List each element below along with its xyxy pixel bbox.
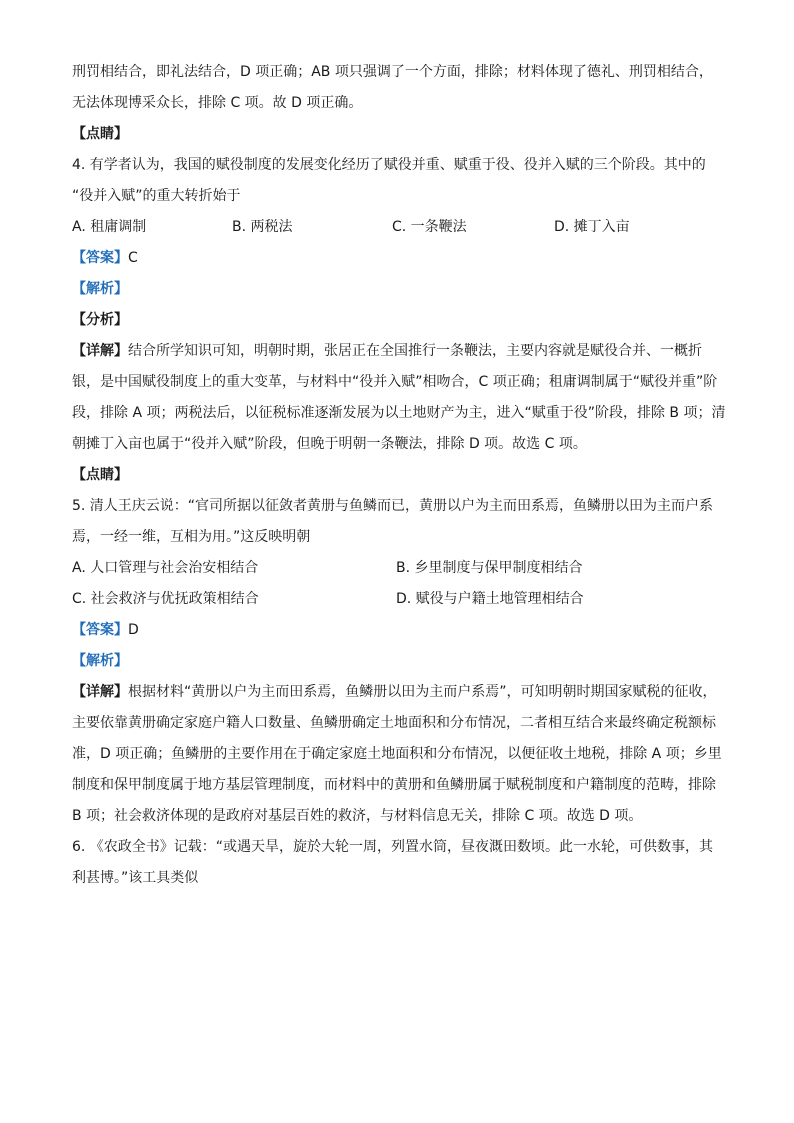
q4-detail-line-3: 段，排除 A 项；两税法后，以征税标准逐渐发展为以土地财产为主，进入“赋重于役”阶段，排除 B 项；清	[72, 405, 726, 421]
intro-line-2: 无法体现博采众长，排除 C 项。故 D 项正确。	[72, 95, 363, 111]
answer-value-2: D	[128, 622, 139, 638]
q4-answer	[72, 248, 728, 268]
q5-options-row-1	[72, 558, 728, 578]
q4-detail-line-1	[72, 341, 728, 361]
q5-detail-line-4: 制度和保甲制度属于地方基层管理制度，而材料中的黄册和鱼鳞册属于赋税制度和户籍制度的范畴，排除	[72, 777, 716, 793]
q4-stem-line-2: “役并入赋”的重大转折始于	[72, 188, 241, 204]
detail-label-2: 【详解】	[72, 684, 128, 700]
q4-options	[72, 217, 728, 237]
answer-label: 【答案】	[72, 250, 128, 266]
q5-option-d: D. 赋役与户籍土地管理相结合	[396, 591, 584, 607]
dianjing-heading: 【点睛】	[72, 126, 128, 142]
dianjing-heading-2: 【点睛】	[72, 467, 128, 483]
jiexi-heading-2: 【解析】	[72, 653, 128, 669]
q5-detail-line-2: 主要依靠黄册确定家庭户籍人口数量、鱼鳞册确定土地面积和分布情况，二者相互结合来最终确定税额标	[72, 715, 716, 731]
q4-option-b: B. 两税法	[232, 219, 293, 235]
q5-answer	[72, 620, 728, 640]
q4-option-a: A. 租庸调制	[72, 219, 147, 235]
q5-stem-line-1: 5. 清人王庆云说：“官司所据以征敛者黄册与鱼鳞而已，黄册以户为主而田系焉，鱼鳞册以田为主而户系	[72, 498, 714, 514]
q4-stem-line-1: 4. 有学者认为，我国的赋役制度的发展变化经历了赋役并重、赋重于役、役并入赋的三个阶段。其中的	[72, 157, 706, 173]
q5-stem-line-2: 焉，一经一维，互相为用。”这反映明朝	[72, 529, 311, 545]
q5-detail-line-1	[72, 682, 728, 702]
q5-option-b: B. 乡里制度与保甲制度相结合	[396, 560, 583, 576]
document-page	[72, 62, 728, 888]
q5-detail-line-3: 准，D 项正确；鱼鳞册的主要作用在于确定家庭土地面积和分布情况，以便征收土地税，排除 A 项；乡里	[72, 746, 722, 762]
answer-value: C	[128, 250, 138, 266]
q5-detail-text-1: 根据材料“黄册以户为主而田系焉，鱼鳞册以田为主而户系焉”，可知明朝时期国家赋税的征收，	[128, 684, 717, 700]
q5-detail-line-5: B 项；社会救济体现的是政府对基层百姓的救济，与材料信息无关，排除 C 项。故选 D 项。	[72, 808, 643, 824]
q5-option-c: C. 社会救济与优抚政策相结合	[72, 591, 259, 607]
q5-options-row-2	[72, 589, 728, 609]
q4-detail-text-1: 结合所学知识可知，明朝时期，张居正在全国推行一条鞭法，主要内容就是赋役合并、一概折	[128, 343, 702, 359]
fenxi-heading: 【分析】	[72, 312, 128, 328]
answer-label-2: 【答案】	[72, 622, 128, 638]
q4-detail-line-2: 银，是中国赋役制度上的重大变革，与材料中“役并入赋”相吻合，C 项正确；租庸调制属于“赋役并重”阶	[72, 374, 718, 390]
intro-line-1: 刑罚相结合，即礼法结合，D 项正确；AB 项只强调了一个方面，排除；材料体现了德礼、刑罚相结合，	[72, 64, 713, 80]
q5-option-a: A. 人口管理与社会治安相结合	[72, 560, 259, 576]
jiexi-heading: 【解析】	[72, 281, 128, 297]
q4-detail-line-4: 朝摊丁入亩也属于“役并入赋”阶段，但晚于明朝一条鞭法，排除 D 项。故选 C 项。	[72, 436, 587, 452]
q6-stem-line-2: 利甚博。”该工具类似	[72, 870, 199, 886]
q4-option-d: D. 摊丁入亩	[554, 219, 630, 235]
q4-option-c: C. 一条鞭法	[392, 219, 467, 235]
q6-stem-line-1: 6. 《农政全书》记载：“或遇天旱，旋於大轮一周，列置水筒，昼夜溉田数顷。此一水轮，可供数事，其	[72, 839, 714, 855]
detail-label: 【详解】	[72, 343, 128, 359]
